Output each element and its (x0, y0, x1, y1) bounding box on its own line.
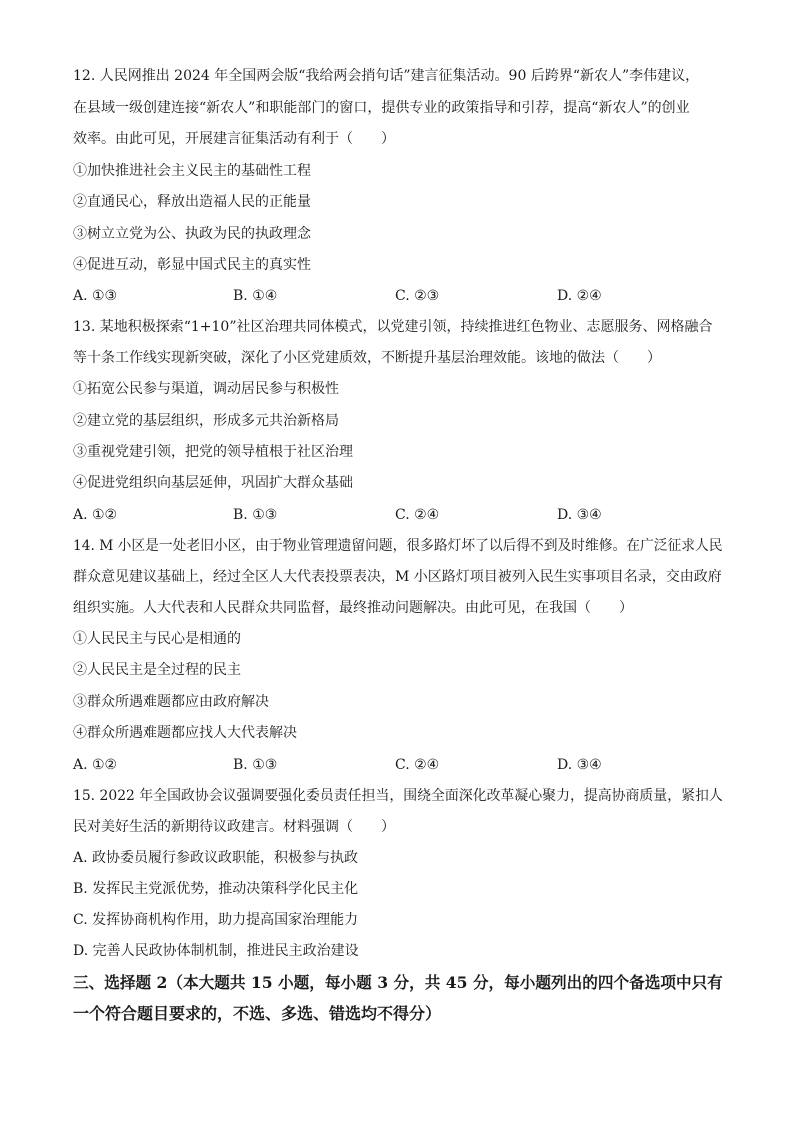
q12-option-d: D. ②④ (557, 288, 602, 304)
q12-item-3: ③树立立党为公、执政为民的执政理念 (73, 226, 311, 242)
q13-option-d: D. ③④ (557, 507, 602, 523)
q14-option-a: A. ①② (73, 757, 118, 773)
q12-option-c: C. ②③ (395, 288, 440, 304)
q13-item-2: ②建立党的基层组织，形成多元共治新格局 (73, 413, 339, 429)
q13-option-a: A. ①② (73, 507, 118, 523)
q14-option-c: C. ②④ (395, 757, 440, 773)
q13-option-c: C. ②④ (395, 507, 440, 523)
q12-item-4: ④促进互动，彰显中国式民主的真实性 (73, 257, 311, 273)
q15-stem-line-1: 15. 2022 年全国政协会议强调要强化委员责任担当，围绕全面深化改革凝心聚力，提高协商质量，紧扣人 (73, 788, 723, 804)
q12-stem-line-1: 12. 人民网推出 2024 年全国两会版“我给两会捎句话”建言征集活动。90 后跨界“新农人”李伟建议， (73, 68, 700, 84)
q13-item-1: ①拓宽公民参与渠道，调动居民参与积极性 (73, 381, 339, 397)
q13-option-b: B. ①③ (233, 507, 278, 523)
q14-stem-line-1: 14. M 小区是一处老旧小区，由于物业管理遗留问题，很多路灯坏了以后得不到及时维修。在广泛征求人民 (73, 538, 723, 554)
q13-item-4: ④促进党组织向基层延伸，巩固扩大群众基础 (73, 475, 353, 491)
section-heading-line-2: 一个符合题目要求的，不选、多选、错选均不得分） (73, 1004, 442, 1023)
q12-item-1: ①加快推进社会主义民主的基础性工程 (73, 163, 311, 179)
q14-stem-line-3: 组织实施。人大代表和人民群众共同监督，最终推动问题解决。由此可见，在我国（ ） (73, 600, 633, 616)
q13-stem-line-1: 13. 某地积极探索“1+10”社区治理共同体模式，以党建引领，持续推进红色物业、志愿服务、网格融合 (73, 319, 713, 335)
q14-option-b: B. ①③ (233, 757, 278, 773)
q12-option-b: B. ①④ (233, 288, 278, 304)
q14-item-3: ③群众所遇难题都应由政府解决 (73, 694, 269, 710)
q15-option-c: C. 发挥协商机构作用，助力提高国家治理能力 (73, 912, 359, 928)
q12-stem-line-3: 效率。由此可见，开展建言征集活动有利于（ ） (73, 131, 395, 147)
q14-stem-line-2: 群众意见建议基础上，经过全区人大代表投票表决，M 小区路灯项目被列入民生实事项目名录，交由政府 (73, 569, 722, 585)
q12-option-a: A. ①③ (73, 288, 118, 304)
q12-options (73, 287, 723, 305)
q15-option-d: D. 完善人民政协体制机制，推进民主政治建设 (73, 943, 359, 959)
q14-item-4: ④群众所遇难题都应找人大代表解决 (73, 725, 297, 741)
q14-item-2: ②人民民主是全过程的民主 (73, 662, 241, 678)
q14-item-1: ①人民民主与民心是相通的 (73, 631, 241, 647)
q14-options (73, 756, 723, 774)
q15-stem-line-2: 民对美好生活的新期待议政建言。材料强调（ ） (73, 819, 395, 835)
q13-stem-line-2: 等十条工作线实现新突破，深化了小区党建质效，不断提升基层治理效能。该地的做法（ ） (73, 350, 661, 366)
q15-option-a: A. 政协委员履行参政议政职能，积极参与执政 (73, 850, 359, 866)
q13-options (73, 506, 723, 524)
q15-option-b: B. 发挥民主党派优势，推动决策科学化民主化 (73, 881, 359, 897)
q12-stem-line-2: 在县域一级创建连接“新农人”和职能部门的窗口，提供专业的政策指导和引荐，提高“新农人”的创业 (73, 100, 690, 116)
q12-item-2: ②直通民心，释放出造福人民的正能量 (73, 194, 311, 210)
q13-item-3: ③重视党建引领，把党的领导植根于社区治理 (73, 444, 353, 460)
q14-option-d: D. ③④ (557, 757, 602, 773)
section-heading-line-1: 三、选择题 2（本大题共 15 小题，每小题 3 分，共 45 分，每小题列出的四个备选项中只有 (73, 973, 723, 992)
